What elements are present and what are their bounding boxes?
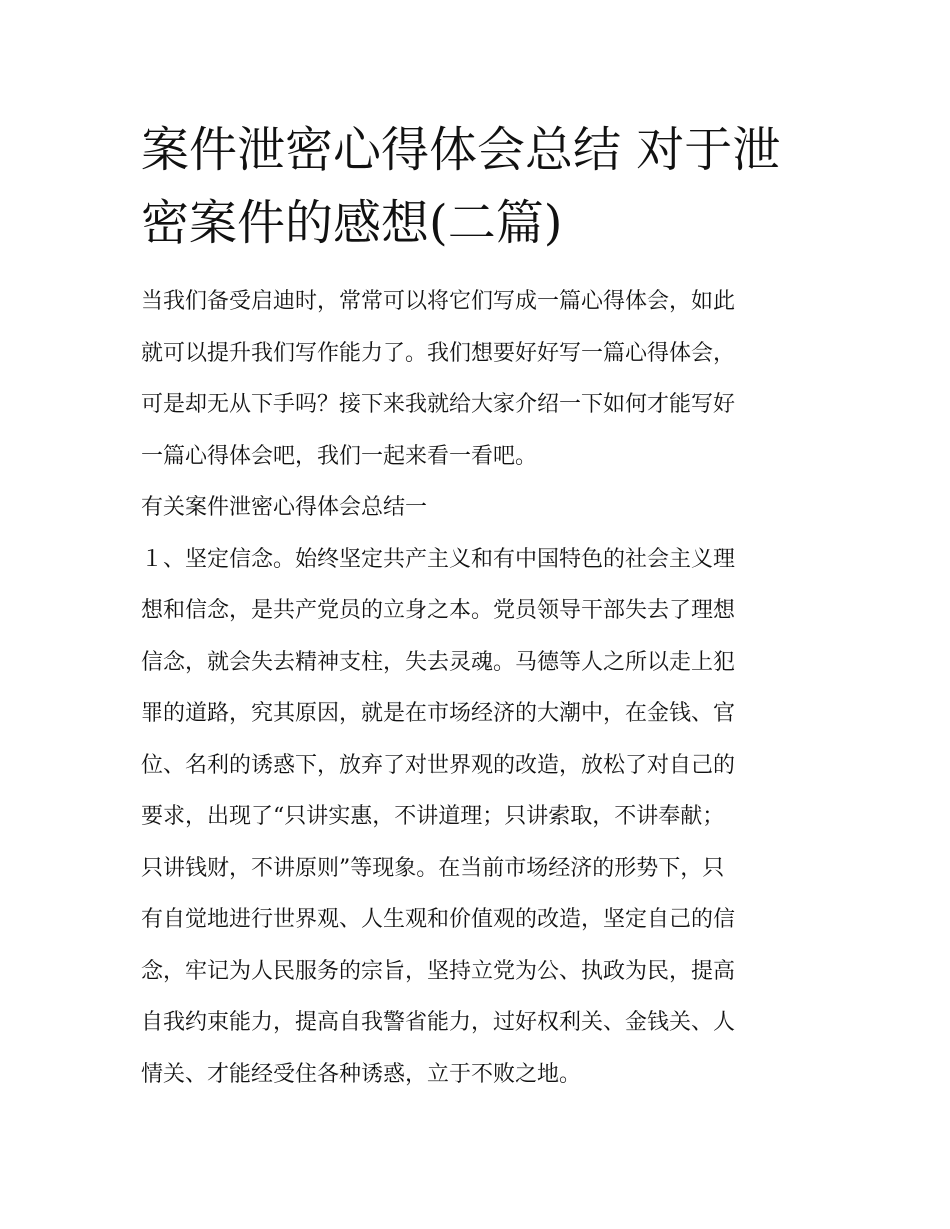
body-line: 自我约束能力，提高自我警省能力，过好权利关、金钱关、人 [141,1010,736,1035]
body-line: 只讲钱财，不讲原则”等现象。在当前市场经济的形势下，只 [141,855,725,881]
body-line: 情关、才能经受住各种诱惑，立于不败之地。 [141,1061,582,1087]
body-line: 念，牢记为人民服务的宗旨，坚持立党为公、执政为民，提高 [141,958,736,984]
document-title [141,114,813,260]
section-heading: 有关案件泄密心得体会总结一 [141,495,428,520]
body-line: 有自觉地进行世界观、人生观和价值观的改造，坚定自己的信 [141,907,736,932]
section-heading-block [141,482,813,534]
intro-line: 一篇心得体会吧，我们一起来看一看吧。 [141,443,538,469]
body-paragraph [141,534,813,1101]
body-line: 想和信念，是共产党员的立身之本。党员领导干部失去了理想 [141,598,736,623]
title-line: 密案件的感想(二篇) [141,195,563,251]
intro-line: 当我们备受启迪时，常常可以将它们写成一篇心得体会，如此 [141,289,736,314]
intro-line: 就可以提升我们写作能力了。我们想要好好写一篇心得体会， [141,340,736,366]
document-content [141,114,813,1100]
title-line: 案件泄密心得体会总结 对于泄 [141,122,781,178]
body-line: 罪的道路，究其原因，就是在市场经济的大潮中，在金钱、官 [141,701,736,726]
body-line: 要求，出现了“只讲实惠，不讲道理；只讲索取，不讲奉献； [141,804,725,829]
body-line: 信念，就会失去精神支柱，失去灵魂。马德等人之所以走上犯 [141,649,736,675]
body-line: 位、名利的诱惑下，放弃了对世界观的改造，放松了对自己的 [141,752,736,778]
body-line: １、坚定信念。始终坚定共产主义和有中国特色的社会主义理 [141,546,736,572]
intro-paragraph [141,276,813,482]
intro-line: 可是却无从下手吗？接下来我就给大家介绍一下如何才能写好 [141,392,736,417]
